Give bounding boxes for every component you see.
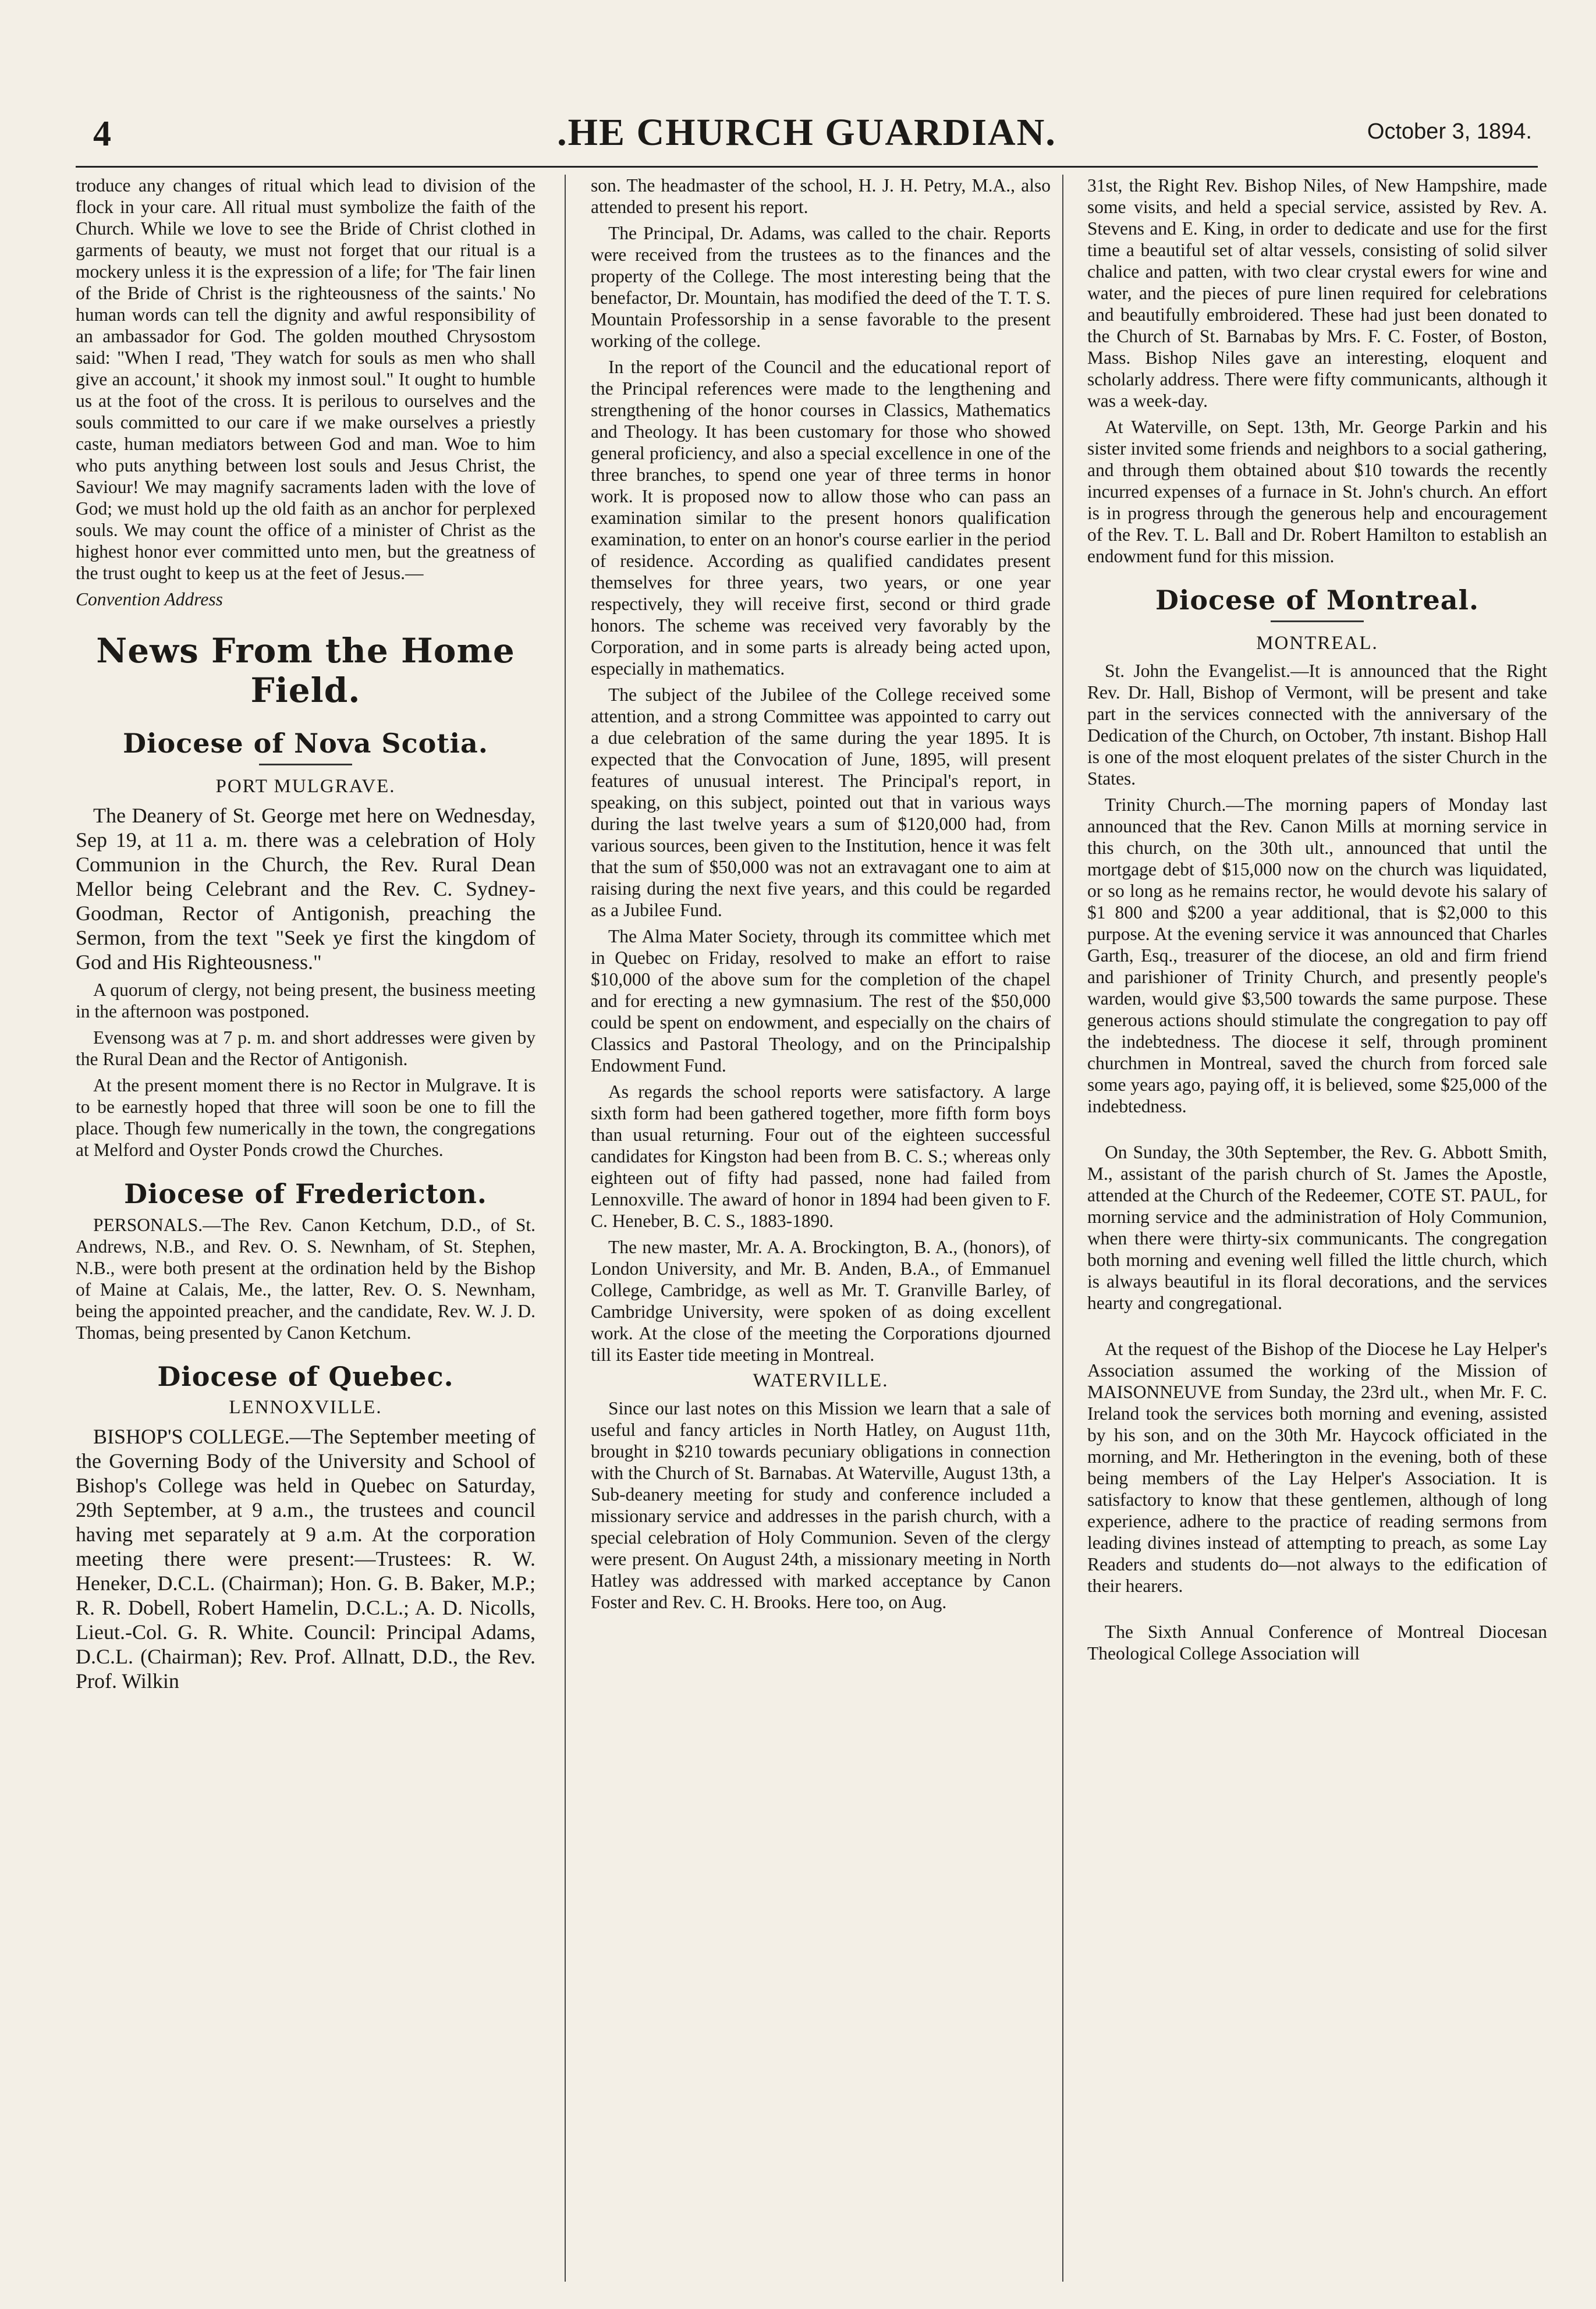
article-paragraph: PERSONALS.—The Rev. Canon Ketchum, D.D., of St. Andrews, N.B., and Rev. O. S. Newnham, of St. Stephen, N.B., were both present at the ordination held by the Bishop of Maine at Calais, Me., the latter, Rev. O. S. Newnham, being the appointed preacher, and the candidate, Rev. W. J. D. Thomas, being presented by Canon Ketchum.	[76, 1215, 535, 1343]
place-heading: MONTREAL.	[1256, 633, 1378, 654]
article-paragraph: Trinity Church.—The morning papers of Monday last announced that the Rev. Canon Mills at morning service in this church, on the 30th ult., announced that until the mortgage debt of $15,000 now on the church was liquidated, or so long as he remains rector, he would devote his salary of $1 800 and $200 a year additional, that is $2,000 to this purpose. At the evening service it was announced that Charles Garth, Esq., treasurer of the diocese, an old and firm friend and parishioner of Trinity Church, and presently people's warden, would give $3,500 towards the same purpose. These generous actions should stimulate the congregation to pay off the indebtedness. The diocese it self, through prominent churchmen in Montreal, saved the church from forced sale some years ago, paying off, it is believed, some $25,000 of the indebtedness.	[1087, 795, 1547, 1116]
column-3	[1087, 175, 1547, 2287]
diocese-heading-montreal: Diocese of Montreal.	[1155, 584, 1480, 616]
heading-rule	[259, 764, 352, 765]
article-paragraph: A quorum of clergy, not being present, the business meeting in the afternoon was postponed.	[76, 980, 535, 1022]
article-paragraph: The Deanery of St. George met here on Wednesday, Sep 19, at 11 a. m. there was a celebration of Holy Communion in the Church, the Rev. Rural Dean Mellor being Celebrant and the Rev. C. Sydney-Goodman, Rector of Antigonish, preaching the Sermon, from the text "Seek ye first the kingdom of God and His Righteousness."	[76, 804, 535, 974]
issue-date: October 3, 1894.	[1367, 119, 1532, 144]
article-paragraph: son. The headmaster of the school, H. J. H. Petry, M.A., also attended to present his report.	[591, 175, 1051, 217]
article-paragraph: The Alma Mater Society, through its committee which met in Quebec on Friday, resolved to make an effort to raise $10,000 of the above sum for the completion of the chapel and for erecting a new gymnasium. The rest of the $50,000 could be spent on endowment, and especially on the chairs of Classics and Pastoral Theology, and on the Principalship Endowment Fund.	[591, 926, 1051, 1076]
article-paragraph: troduce any changes of ritual which lead to division of the flock in your care. All ritual must symbolize the faith of the Church. While we love to see the Bride of Christ clothed in garments of beauty, we must not forget that our ritual is a mockery unless it is the expression of a life; for 'The fair linen of the Bride of Christ is the righteousness of the saints.' No human words can tell the dignity and awful responsibility of an ambassador for God. The golden mouthed Chrysostom said: "When I read, 'They watch for souls as men who shall give an account,' it shook my inmost soul." It ought to humble us at the foot of the cross. It is perilous to ourselves and the souls committed to our care if we make ourselves a priestly caste, human mediators between God and man. Woe to him who puts anything between lost souls and Jesus Christ, the Saviour! We may magnify sacraments laden with the love of God; we must hold up the old faith as an anchor for perplexed souls. We may count the office of a minister of Christ as the highest honor ever committed unto men, but the greatness of the trust ought to keep us at the feet of Jesus.—	[76, 175, 535, 583]
article-paragraph: St. John the Evangelist.—It is announced that the Right Rev. Dr. Hall, Bishop of Vermont, will be present and take part in the services connected with the anniversary of the Dedication of the Church, on October, 7th instant. Bishop Hall is one of the most eloquent prelates of the sister Church in the States.	[1087, 661, 1547, 789]
place-heading: LENNOXVILLE.	[229, 1397, 382, 1418]
column-1	[76, 175, 535, 2282]
column-divider	[1062, 175, 1063, 2282]
article-paragraph: At Waterville, on Sept. 13th, Mr. George Parkin and his sister invited some friends and neighbors to a social gathering, and through them obtained about $10 towards the recently incurred expenses of a furnace in St. John's church. An effort is in progress through the generous help and encouragement of the Rev. T. L. Ball and Dr. Robert Hamilton to establish an endowment fund for this mission.	[1087, 417, 1547, 566]
article-paragraph: The Sixth Annual Conference of Montreal Diocesan Theological College Association will	[1087, 1622, 1547, 1664]
diocese-heading-quebec: Diocese of Quebec.	[157, 1361, 454, 1392]
section-heading-news: News From the Home Field.	[96, 631, 515, 710]
article-paragraph: BISHOP'S COLLEGE.—The September meeting of the Governing Body of the University and School of Bishop's College was held in Quebec on Saturday, 29th September, at 9 a.m., the trustees and council having met separately at 9 a.m. At the corporation meeting there were present:—Trustees: R. W. Heneker, D.C.L. (Chairman); Hon. G. B. Baker, M.P.; R. R. Dobell, Robert Hamelin, D.C.L.; A. D. Nicolls, Lieut.-Col. G. R. White. Council: Principal Adams, D.C.L. (Chairman); Rev. Prof. Allnatt, D.D., the Rev. Prof. Wilkin	[76, 1425, 535, 1693]
article-paragraph: Since our last notes on this Mission we learn that a sale of useful and fancy articles in North Hatley, on August 11th, brought in $210 towards pecuniary obligations in connection with the Church of St. Barnabas. At Waterville, August 13th, a Sub-deanery meeting for study and conference included a missionary service and addresses in the parish church, with a special celebration of Holy Communion. Seven of the clergy were present. On August 24th, a missionary meeting in North Hatley was addressed with marked acceptance by Canon Foster and Rev. C. H. Brooks. Here too, on Aug.	[591, 1398, 1051, 1612]
column-2	[591, 175, 1051, 2287]
heading-rule	[1271, 620, 1364, 622]
article-paragraph: At the request of the Bishop of the Diocese he Lay Helper's Association assumed the working of the Mission of MAISONNEUVE from Sunday, the 23rd ult., when Mr. F. C. Ireland took the services both morning and evening, assisted by his son, and on the 30th Mr. Haycock officiated in the morning, and Mr. Hetherington in the evening, both of these being members of the Lay Helper's Association. It is satisfactory to know that these gentlemen, although of long experience, adhere to the practice of reading sermons from leading divines instead of attempting to preach, as some Lay Readers and students do—not always to the edification of their hearers.	[1087, 1339, 1547, 1596]
diocese-heading-nova-scotia: Diocese of Nova Scotia.	[123, 728, 488, 759]
article-paragraph: As regards the school reports were satisfactory. A large sixth form had been gathered together, more fifth form boys than usual returning. Four out of the eighteen successful candidates for Kingston had been from B. C. S.; whereas only eighteen out of fifty had passed, none had failed from Lennoxville. The award of honor in 1894 had been given to F. C. Heneber, B. C. S., 1883-1890.	[591, 1081, 1051, 1231]
place-heading: PORT MULGRAVE.	[215, 776, 396, 797]
diocese-heading-fredericton: Diocese of Fredericton.	[124, 1178, 487, 1210]
place-heading: WATERVILLE.	[753, 1370, 889, 1391]
article-paragraph: At the present moment there is no Rector in Mulgrave. It is to be earnestly hoped that three will soon be one to fill the place. Though few numerically in the town, the congregations at Melford and Oyster Ponds crowd the Churches.	[76, 1075, 535, 1160]
page-number: 4	[93, 114, 111, 154]
article-paragraph: The Principal, Dr. Adams, was called to the chair. Reports were received from the trustees as to the finances and the property of the College. The most interesting being that the benefactor, Dr. Mountain, has modified the deed of the T. T. S. Mountain Professorship in a sense favorable to the present working of the college.	[591, 223, 1051, 351]
masthead	[76, 111, 1538, 168]
newspaper-title: .HE CHURCH GUARDIAN.	[557, 111, 1056, 154]
article-paragraph: Evensong was at 7 p. m. and short addresses were given by the Rural Dean and the Rector of Antigonish.	[76, 1027, 535, 1069]
article-paragraph: The subject of the Jubilee of the College received some attention, and a strong Committee was appointed to carry out a due celebration of the same during the year 1895. It is expected that the Convocation of June, 1895, will present features of unusual interest. The Principal's report, in speaking, on this subject, pointed out that in various ways during the last twelve years a sum of $120,000 had, from various sources, been given to the Institution, hence it was felt that the sum of $50,000 was not an extravagant one to aim at raising during the next five years, and this could be regarded as a Jubilee Fund.	[591, 684, 1051, 920]
article-paragraph: 31st, the Right Rev. Bishop Niles, of New Hampshire, made some visits, and held a special service, assisted by Rev. A. Stevens and E. King, in order to dedicate and use for the first time a beautiful set of altar vessels, consisting of solid silver chalice and patten, with two clear crystal ewers for wine and water, and the pieces of pure linen required for celebrations and beautifully embroidered. These had just been donated to the Church of St. Barnabas by Mrs. F. C. Foster, of Boston, Mass. Bishop Niles gave an interesting, eloquent and scholarly address. There were fifty communicants, although it was a week-day.	[1087, 175, 1547, 411]
article-paragraph: In the report of the Council and the educational report of the Principal references were made to the lengthening and strengthening of the honor courses in Classics, Mathematics and Theology. It has been customary for those who showed general proficiency, and also a special excellence in one of the three branches, to spend one year of three terms in honor work. It is proposed now to allow those who can pass an examination similar to the present honors qualification examination, to enter on an honor's course earlier in the period of residence. According as qualified candidates present themselves for three years, two years, or one year respectively, they will receive first, second or third grade honors. The scheme was received very favorably by the Corporation, and in some parts is already being acted upon, especially in mathematics.	[591, 357, 1051, 679]
article-paragraph: The new master, Mr. A. A. Brockington, B. A., (honors), of London University, and Mr. B. Anden, B.A., of Emmanuel College, Cambridge, as well as Mr. T. Granville Barley, of Cambridge University, were spoken of as doing excellent work. At the close of the meeting the Corporations djourned till its Easter tide meeting in Montreal.	[591, 1237, 1051, 1365]
article-paragraph: On Sunday, the 30th September, the Rev. G. Abbott Smith, M., assistant of the parish church of St. James the Apostle, attended at the Church of the Redeemer, COTE ST. PAUL, for morning service and the administration of Holy Communion, when there were thirty-six communicants. The congregation both morning and evening well filled the little church, which is always beautiful in its floral decorations, and the services hearty and congregational.	[1087, 1142, 1547, 1313]
article-source: Convention Address	[76, 589, 223, 609]
column-divider	[565, 175, 566, 2282]
